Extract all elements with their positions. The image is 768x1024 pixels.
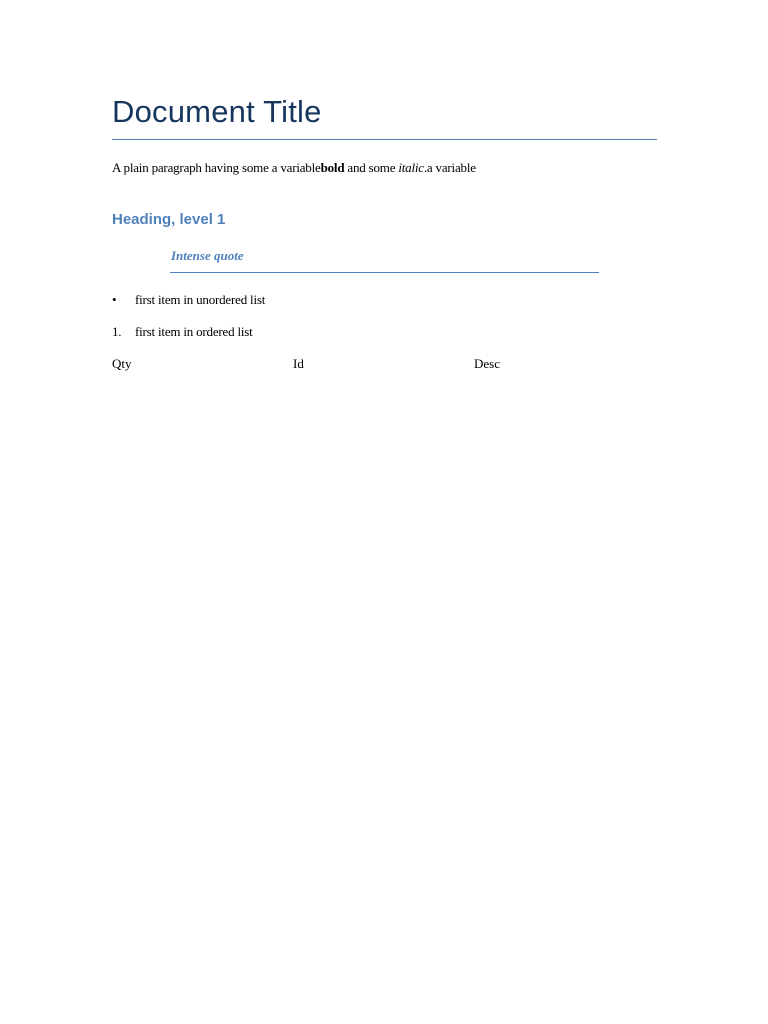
document-title: Document Title [112, 94, 322, 129]
table-header-desc: Desc [474, 356, 500, 371]
intense-quote: Intense quote [171, 248, 244, 263]
table-header-id: Id [293, 356, 304, 371]
table-header-row [112, 355, 657, 373]
paragraph-italic-text: italic [398, 160, 424, 175]
unordered-list-item [112, 291, 265, 309]
ordered-list-item [112, 323, 253, 341]
plain-paragraph [112, 159, 476, 177]
paragraph-plain-text: A plain paragraph having some a variable [112, 160, 321, 175]
paragraph-middle-text: and some [344, 160, 399, 175]
title-underline [112, 139, 657, 140]
bullet-marker: • [112, 292, 117, 307]
paragraph-end-text: .a variable [423, 160, 476, 175]
heading-level-1: Heading, level 1 [112, 211, 226, 228]
table-header-qty: Qty [112, 356, 132, 371]
intense-quote-rule [170, 272, 599, 273]
paragraph-bold-text: bold [320, 160, 345, 175]
unordered-list-item-text: first item in unordered list [135, 292, 266, 307]
ordered-list-number: 1. [112, 324, 122, 339]
ordered-list-item-text: first item in ordered list [135, 324, 253, 339]
